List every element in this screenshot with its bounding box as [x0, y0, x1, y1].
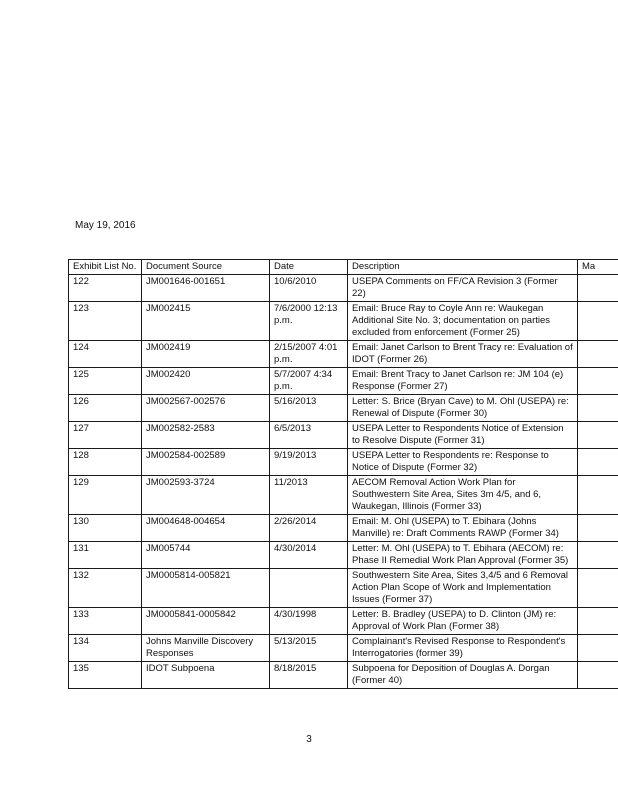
cell-truncated [578, 662, 618, 689]
cell-description: Southwestern Site Area, Sites 3,4/5 and 6 Removal Action Plan Scope of Work and Implementation Issues (Former 37) [348, 569, 578, 608]
cell-date: 4/30/1998 [270, 608, 348, 635]
cell-document-source: JM002584-002589 [142, 449, 270, 476]
cell-document-source: Johns Manville Discovery Responses [142, 635, 270, 662]
cell-date: 2/15/2007 4:01 p.m. [270, 341, 348, 368]
table-row [69, 515, 618, 542]
cell-date: 9/19/2013 [270, 449, 348, 476]
cell-exhibit-no: 124 [69, 341, 142, 368]
cell-truncated [578, 542, 618, 569]
cell-date: 5/16/2013 [270, 395, 348, 422]
cell-description: USEPA Letter to Respondents re: Response to Notice of Dispute (Former 32) [348, 449, 578, 476]
cell-description: Email: M. Ohl (USEPA) to T. Ebihara (Johns Manville) re: Draft Comments RAWP (Former 34) [348, 515, 578, 542]
cell-date: 10/6/2010 [270, 275, 348, 302]
cell-date: 6/5/2013 [270, 422, 348, 449]
cell-exhibit-no: 125 [69, 368, 142, 395]
cell-truncated [578, 449, 618, 476]
header-date: Date [270, 260, 348, 275]
cell-exhibit-no: 132 [69, 569, 142, 608]
table-row [69, 422, 618, 449]
header-document-source: Document Source [142, 260, 270, 275]
cell-date: 8/18/2015 [270, 662, 348, 689]
cell-truncated [578, 302, 618, 341]
cell-date: 5/13/2015 [270, 635, 348, 662]
cell-document-source: JM002567-002576 [142, 395, 270, 422]
table-row [69, 275, 618, 302]
cell-exhibit-no: 135 [69, 662, 142, 689]
cell-description: Letter: S. Brice (Bryan Cave) to M. Ohl (USEPA) re: Renewal of Dispute (Former 30) [348, 395, 578, 422]
cell-exhibit-no: 133 [69, 608, 142, 635]
cell-exhibit-no: 128 [69, 449, 142, 476]
cell-document-source: JM0005841-0005842 [142, 608, 270, 635]
cell-document-source: JM002415 [142, 302, 270, 341]
cell-date: 5/7/2007 4:34 p.m. [270, 368, 348, 395]
cell-truncated [578, 395, 618, 422]
table-row [69, 302, 618, 341]
cell-description: Email: Brent Tracy to Janet Carlson re: JM 104 (e) Response (Former 27) [348, 368, 578, 395]
table-header [69, 260, 618, 275]
cell-exhibit-no: 126 [69, 395, 142, 422]
table-row [69, 635, 618, 662]
header-exhibit-no: Exhibit List No. [69, 260, 142, 275]
cell-truncated [578, 515, 618, 542]
cell-truncated [578, 476, 618, 515]
cell-date: 7/6/2000 12:13 p.m. [270, 302, 348, 341]
cell-document-source: IDOT Subpoena [142, 662, 270, 689]
cell-exhibit-no: 129 [69, 476, 142, 515]
document-date: May 19, 2016 [75, 220, 136, 231]
cell-document-source: JM002420 [142, 368, 270, 395]
table-row [69, 476, 618, 515]
cell-truncated [578, 341, 618, 368]
cell-truncated [578, 569, 618, 608]
cell-description: USEPA Comments on FF/CA Revision 3 (Former 22) [348, 275, 578, 302]
cell-date: 4/30/2014 [270, 542, 348, 569]
cell-document-source: JM005744 [142, 542, 270, 569]
table-row [69, 542, 618, 569]
cell-description: Subpoena for Deposition of Douglas A. Dorgan (Former 40) [348, 662, 578, 689]
table-row [69, 662, 618, 689]
cell-document-source: JM002419 [142, 341, 270, 368]
table-row [69, 569, 618, 608]
cell-exhibit-no: 123 [69, 302, 142, 341]
cell-truncated [578, 275, 618, 302]
cell-truncated [578, 422, 618, 449]
cell-exhibit-no: 130 [69, 515, 142, 542]
header-truncated: Ma [578, 260, 618, 275]
cell-date: 11/2013 [270, 476, 348, 515]
cell-description: AECOM Removal Action Work Plan for Southwestern Site Area, Sites 3m 4/5, and 6, Waukegan, Illinois (Former 33) [348, 476, 578, 515]
cell-exhibit-no: 134 [69, 635, 142, 662]
table-row [69, 449, 618, 476]
table-row [69, 341, 618, 368]
table-row [69, 395, 618, 422]
cell-truncated [578, 635, 618, 662]
header-row [69, 260, 618, 275]
page-number: 3 [306, 734, 312, 745]
cell-document-source: JM002582-2583 [142, 422, 270, 449]
header-description: Description [348, 260, 578, 275]
cell-description: USEPA Letter to Respondents Notice of Extension to Resolve Dispute (Former 31) [348, 422, 578, 449]
cell-truncated [578, 608, 618, 635]
cell-document-source: JM004648-004654 [142, 515, 270, 542]
cell-document-source: JM001646-001651 [142, 275, 270, 302]
table-row [69, 608, 618, 635]
cell-document-source: JM002593-3724 [142, 476, 270, 515]
cell-description: Email: Janet Carlson to Brent Tracy re: Evaluation of IDOT (Former 26) [348, 341, 578, 368]
cell-exhibit-no: 131 [69, 542, 142, 569]
cell-date: 2/26/2014 [270, 515, 348, 542]
cell-exhibit-no: 127 [69, 422, 142, 449]
exhibit-table [68, 259, 618, 689]
cell-document-source: JM0005814-005821 [142, 569, 270, 608]
table-body [69, 275, 618, 689]
cell-date [270, 569, 348, 608]
cell-description: Email: Bruce Ray to Coyle Ann re: Waukegan Additional Site No. 3; documentation on parties excluded from enforcement (Former 25) [348, 302, 578, 341]
cell-description: Letter: B. Bradley (USEPA) to D. Clinton (JM) re: Approval of Work Plan (Former 38) [348, 608, 578, 635]
cell-exhibit-no: 122 [69, 275, 142, 302]
cell-description: Complainant's Revised Response to Respondent's Interrogatories (former 39) [348, 635, 578, 662]
cell-description: Letter: M. Ohl (USEPA) to T. Ebihara (AECOM) re: Phase II Remedial Work Plan Approval (Former 35) [348, 542, 578, 569]
cell-truncated [578, 368, 618, 395]
table-row [69, 368, 618, 395]
